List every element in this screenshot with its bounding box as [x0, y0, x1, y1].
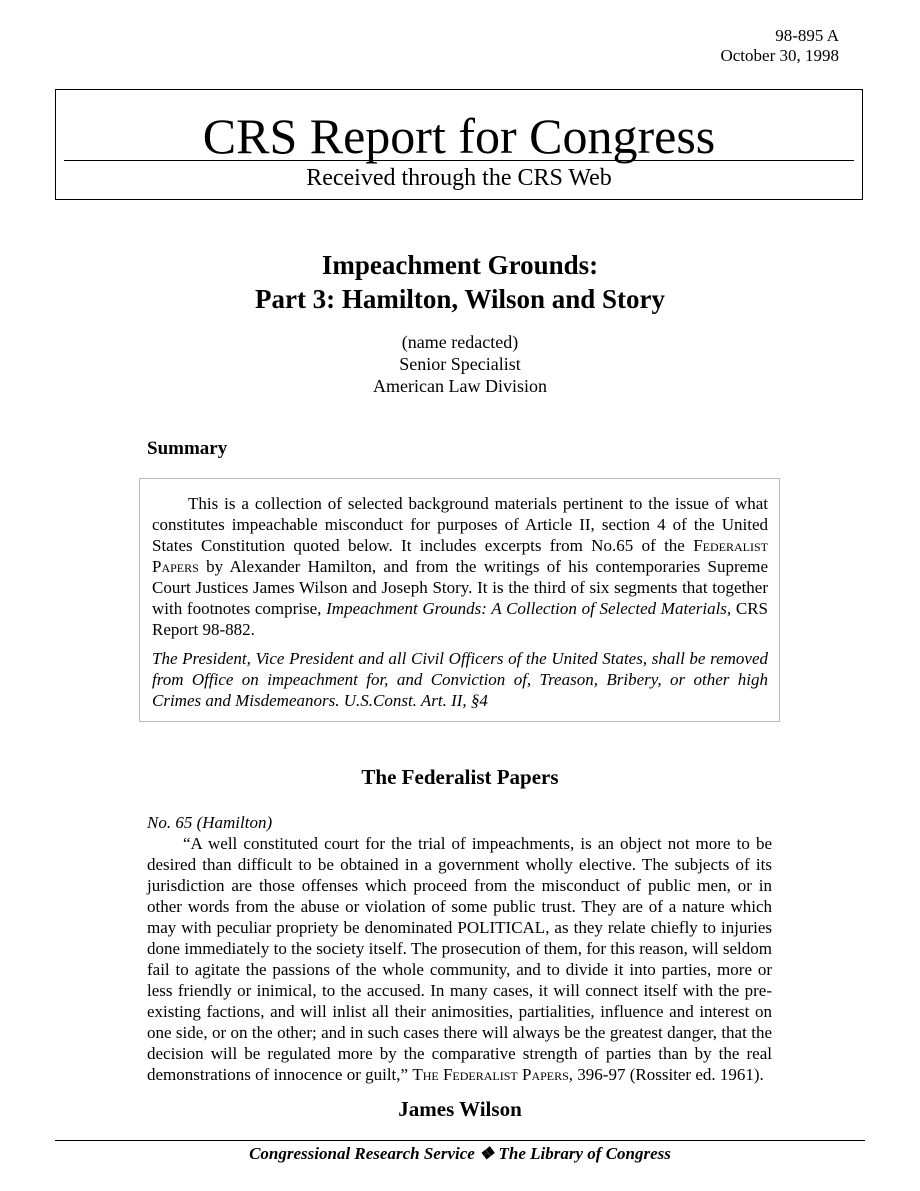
report-identifier	[720, 26, 839, 66]
federalist-heading: The Federalist Papers	[361, 765, 559, 789]
summary-paragraph	[152, 493, 768, 640]
masthead	[55, 89, 863, 200]
federalist-section	[147, 812, 772, 1085]
footer: Congressional Research Service ❖ The Library of Congress	[249, 1144, 671, 1163]
masthead-subtitle: Received through the CRS Web	[306, 165, 612, 191]
author-title: Senior Specialist	[399, 354, 521, 374]
federalist-citation-rest: , 396-97 (Rossiter ed. 1961).	[568, 1065, 764, 1084]
federalist-quote: “A well constituted court for the trial of impeachments, is an object not more to be desired than difficult to be obtained in a government wholly elective. The subjects of its jurisdiction are those offenses which proceed from the misconduct of public men, or in other words from the abuse or violation of some public trust. They are of a nature which may with peculiar propriety be denominated POLITICAL, as they relate chiefly to injuries done immediately to the society itself. The prosecution of them, for this reason, will seldom fail to agitate the passions of the whole community, and to divide it into parties, more or less friendly or inimical, to the accused. In many cases, it will connect itself with the pre-existing factions, and will inlist all their animosities, partialities, influence and interest on one side, or on the other; and in such cases there will always be the greatest danger, that the decision will be regulated more by the comparative strength of parties than by the real demonstrations of innocence or guilt,”	[147, 834, 772, 1084]
summary-text-part1: This is a collection of selected background materials pertinent to the issue of what constitutes impeachable misconduct for purposes of Article II, section 4 of the United States Constitution quoted below. It includes excerpts from No.65 of the	[152, 494, 768, 555]
summary-heading: Summary	[147, 438, 228, 459]
summary-box	[139, 478, 780, 722]
masthead-title: CRS Report for Congress	[202, 108, 716, 164]
federalist-label: No. 65 (Hamilton)	[147, 813, 273, 832]
summary-text-part2: by Alexander Hamilton, and from the writings of his contemporaries Supreme Court Justices James Wilson and Joseph Story. It is the third of six segments that together with footnotes comprise,	[152, 557, 768, 618]
collection-title: Impeachment Grounds: A Collection of Selected Materials,	[326, 599, 732, 618]
federalist-papers-ref: Federalist Papers	[152, 536, 768, 576]
author-name: (name redacted)	[401, 332, 519, 352]
author-division: American Law Division	[373, 376, 547, 396]
document-title-line2: Part 3: Hamilton, Wilson and Story	[254, 284, 666, 314]
summary-text-part3: CRS Report 98-882.	[152, 599, 768, 639]
footer-divider	[55, 1140, 865, 1141]
author-block	[0, 331, 920, 397]
masthead-divider	[64, 160, 854, 161]
document-title	[0, 248, 920, 316]
report-number: 98-895 A	[775, 26, 839, 45]
federalist-citation-work: The Federalist Papers	[412, 1065, 569, 1084]
federalist-quote-paragraph	[147, 833, 772, 1085]
report-date: October 30, 1998	[720, 46, 839, 65]
constitution-quote: The President, Vice President and all Civil Officers of the United States, shall be removed from Office on impeachment for, and Conviction of, Treason, Bribery, or other high Crimes and Misdemeanors. U.S.Const. Art. II, §4	[152, 649, 768, 710]
james-wilson-heading: James Wilson	[398, 1097, 522, 1121]
document-title-line1: Impeachment Grounds:	[321, 250, 599, 280]
